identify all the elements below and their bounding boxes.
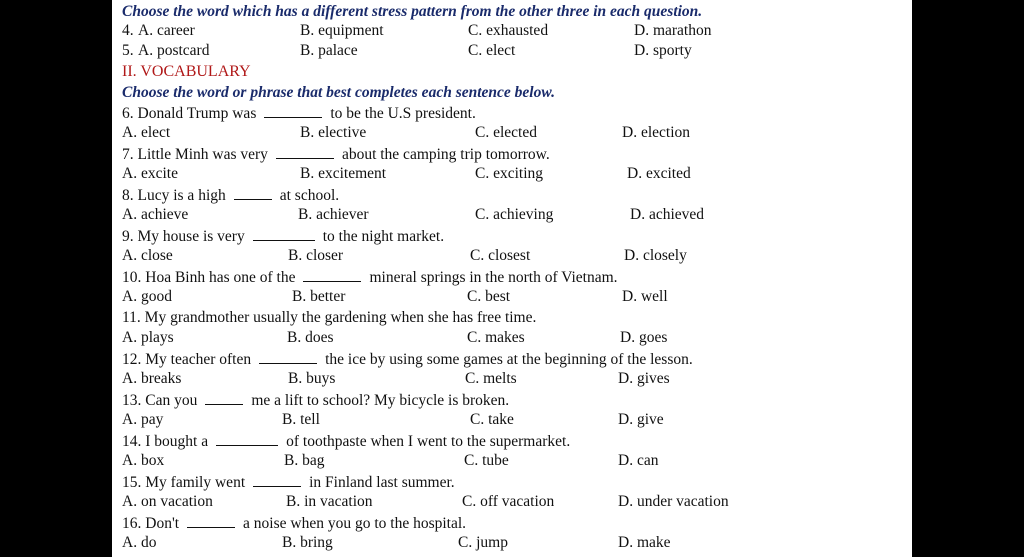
- q12-option-d[interactable]: D. gives: [618, 370, 670, 387]
- question-14-stem: [122, 432, 570, 451]
- question-4: [122, 22, 134, 40]
- question-text-after: me a lift to school? My bicycle is broken.: [251, 392, 510, 409]
- q10-option-b[interactable]: B. better: [292, 288, 346, 305]
- q10-option-d[interactable]: D. well: [622, 288, 668, 305]
- question-text-after: in Finland last summer.: [309, 474, 455, 491]
- question-text-before: 8. Lucy is a high: [122, 187, 226, 204]
- q13-option-a[interactable]: A. pay: [122, 411, 164, 428]
- question-text-after: a noise when you go to the hospital.: [243, 515, 467, 532]
- question-10-stem: [122, 268, 618, 287]
- q14-option-a[interactable]: A. box: [122, 452, 165, 469]
- q7-option-b[interactable]: B. excitement: [300, 165, 387, 182]
- q15-option-c[interactable]: C. off vacation: [462, 493, 555, 510]
- answer-blank[interactable]: [253, 227, 315, 241]
- question-5-number: 5.: [122, 42, 134, 59]
- q11-option-b[interactable]: B. does: [287, 329, 334, 346]
- q4-option-a[interactable]: A. career: [138, 22, 195, 39]
- question-text-before: 10. Hoa Binh has one of the: [122, 269, 296, 286]
- q13-option-d[interactable]: D. give: [618, 411, 664, 428]
- q5-option-d[interactable]: D. sporty: [634, 42, 692, 59]
- q5-option-b[interactable]: B. palace: [300, 42, 358, 59]
- question-text-before: 6. Donald Trump was: [122, 105, 257, 122]
- question-text-after: the ice by using some games at the beginning of the lesson.: [325, 351, 693, 368]
- question-text-after: to be the U.S president.: [330, 105, 476, 122]
- q15-option-d[interactable]: D. under vacation: [618, 493, 729, 510]
- q11-option-a[interactable]: A. plays: [122, 329, 174, 346]
- answer-blank[interactable]: [264, 104, 322, 118]
- answer-blank[interactable]: [234, 186, 272, 200]
- q6-option-b[interactable]: B. elective: [300, 124, 367, 141]
- q16-option-d[interactable]: D. make: [618, 534, 671, 551]
- q4-option-b[interactable]: B. equipment: [300, 22, 384, 39]
- question-text-after: at school.: [279, 187, 340, 204]
- answer-blank[interactable]: [276, 145, 334, 159]
- question-text-before: 16. Don't: [122, 515, 180, 532]
- question-9-stem: [122, 227, 444, 246]
- question-text-after: mineral springs in the north of Vietnam.: [369, 269, 618, 286]
- q9-option-b[interactable]: B. closer: [288, 247, 344, 264]
- question-text-before: 7. Little Minh was very: [122, 146, 268, 163]
- vocab-instruction: Choose the word or phrase that best completes each sentence below.: [122, 84, 555, 101]
- answer-blank[interactable]: [216, 432, 278, 446]
- q14-option-c[interactable]: C. tube: [464, 452, 509, 469]
- q7-option-c[interactable]: C. exciting: [475, 165, 544, 182]
- question-text-after: of toothpaste when I went to the supermarket.: [286, 433, 571, 450]
- answer-blank[interactable]: [259, 350, 317, 364]
- question-8-stem: [122, 186, 339, 205]
- q6-option-c[interactable]: C. elected: [475, 124, 537, 141]
- q9-option-c[interactable]: C. closest: [470, 247, 531, 264]
- q10-option-c[interactable]: C. best: [467, 288, 511, 305]
- question-text-before: 14. I bought a: [122, 433, 209, 450]
- q8-option-b[interactable]: B. achiever: [298, 206, 369, 223]
- question-text-before: 15. My family went: [122, 474, 246, 491]
- question-text-before: 11. My grandmother usually the gardening when she has free time.: [122, 309, 537, 326]
- q14-option-b[interactable]: B. bag: [284, 452, 325, 469]
- answer-blank[interactable]: [253, 473, 301, 487]
- q8-option-a[interactable]: A. achieve: [122, 206, 189, 223]
- question-6-stem: [122, 104, 476, 123]
- answer-blank[interactable]: [187, 514, 235, 528]
- question-12-stem: [122, 350, 693, 369]
- q6-option-a[interactable]: A. elect: [122, 124, 171, 141]
- q12-option-b[interactable]: B. buys: [288, 370, 336, 387]
- q12-option-a[interactable]: A. breaks: [122, 370, 182, 387]
- q11-option-c[interactable]: C. makes: [467, 329, 525, 346]
- q10-option-a[interactable]: A. good: [122, 288, 172, 305]
- q15-option-a[interactable]: A. on vacation: [122, 493, 213, 510]
- stress-instruction: Choose the word which has a different stress pattern from the other three in each question.: [122, 3, 703, 20]
- q9-option-d[interactable]: D. closely: [624, 247, 687, 264]
- q14-option-d[interactable]: D. can: [618, 452, 659, 469]
- q5-option-c[interactable]: C. elect: [468, 42, 516, 59]
- question-15-stem: [122, 473, 455, 492]
- answer-blank[interactable]: [303, 268, 361, 282]
- question-11-stem: [122, 309, 536, 327]
- section-title: II. VOCABULARY: [122, 63, 251, 80]
- q7-option-d[interactable]: D. excited: [627, 165, 691, 182]
- q15-option-b[interactable]: B. in vacation: [286, 493, 373, 510]
- q8-option-c[interactable]: C. achieving: [475, 206, 554, 223]
- q5-option-a[interactable]: A. postcard: [138, 42, 210, 59]
- question-text-before: 9. My house is very: [122, 228, 245, 245]
- q16-option-b[interactable]: B. bring: [282, 534, 333, 551]
- question-text-before: 12. My teacher often: [122, 351, 252, 368]
- q16-option-a[interactable]: A. do: [122, 534, 157, 551]
- q4-option-d[interactable]: D. marathon: [634, 22, 712, 39]
- q13-option-c[interactable]: C. take: [470, 411, 514, 428]
- q13-option-b[interactable]: B. tell: [282, 411, 320, 428]
- question-text-before: 13. Can you: [122, 392, 198, 409]
- question-13-stem: [122, 391, 509, 410]
- question-text-after: to the night market.: [322, 228, 445, 245]
- q9-option-a[interactable]: A. close: [122, 247, 173, 264]
- q16-option-c[interactable]: C. jump: [458, 534, 508, 551]
- q6-option-d[interactable]: D. election: [622, 124, 691, 141]
- q4-option-c[interactable]: C. exhausted: [468, 22, 549, 39]
- answer-blank[interactable]: [205, 391, 243, 405]
- question-16-stem: [122, 514, 466, 533]
- q7-option-a[interactable]: A. excite: [122, 165, 178, 182]
- q8-option-d[interactable]: D. achieved: [630, 206, 705, 223]
- worksheet-page: [112, 0, 912, 557]
- question-text-after: about the camping trip tomorrow.: [341, 146, 550, 163]
- q11-option-d[interactable]: D. goes: [620, 329, 668, 346]
- q12-option-c[interactable]: C. melts: [465, 370, 517, 387]
- question-5: [122, 42, 134, 60]
- question-7-stem: [122, 145, 550, 164]
- question-4-number: 4.: [122, 22, 134, 39]
